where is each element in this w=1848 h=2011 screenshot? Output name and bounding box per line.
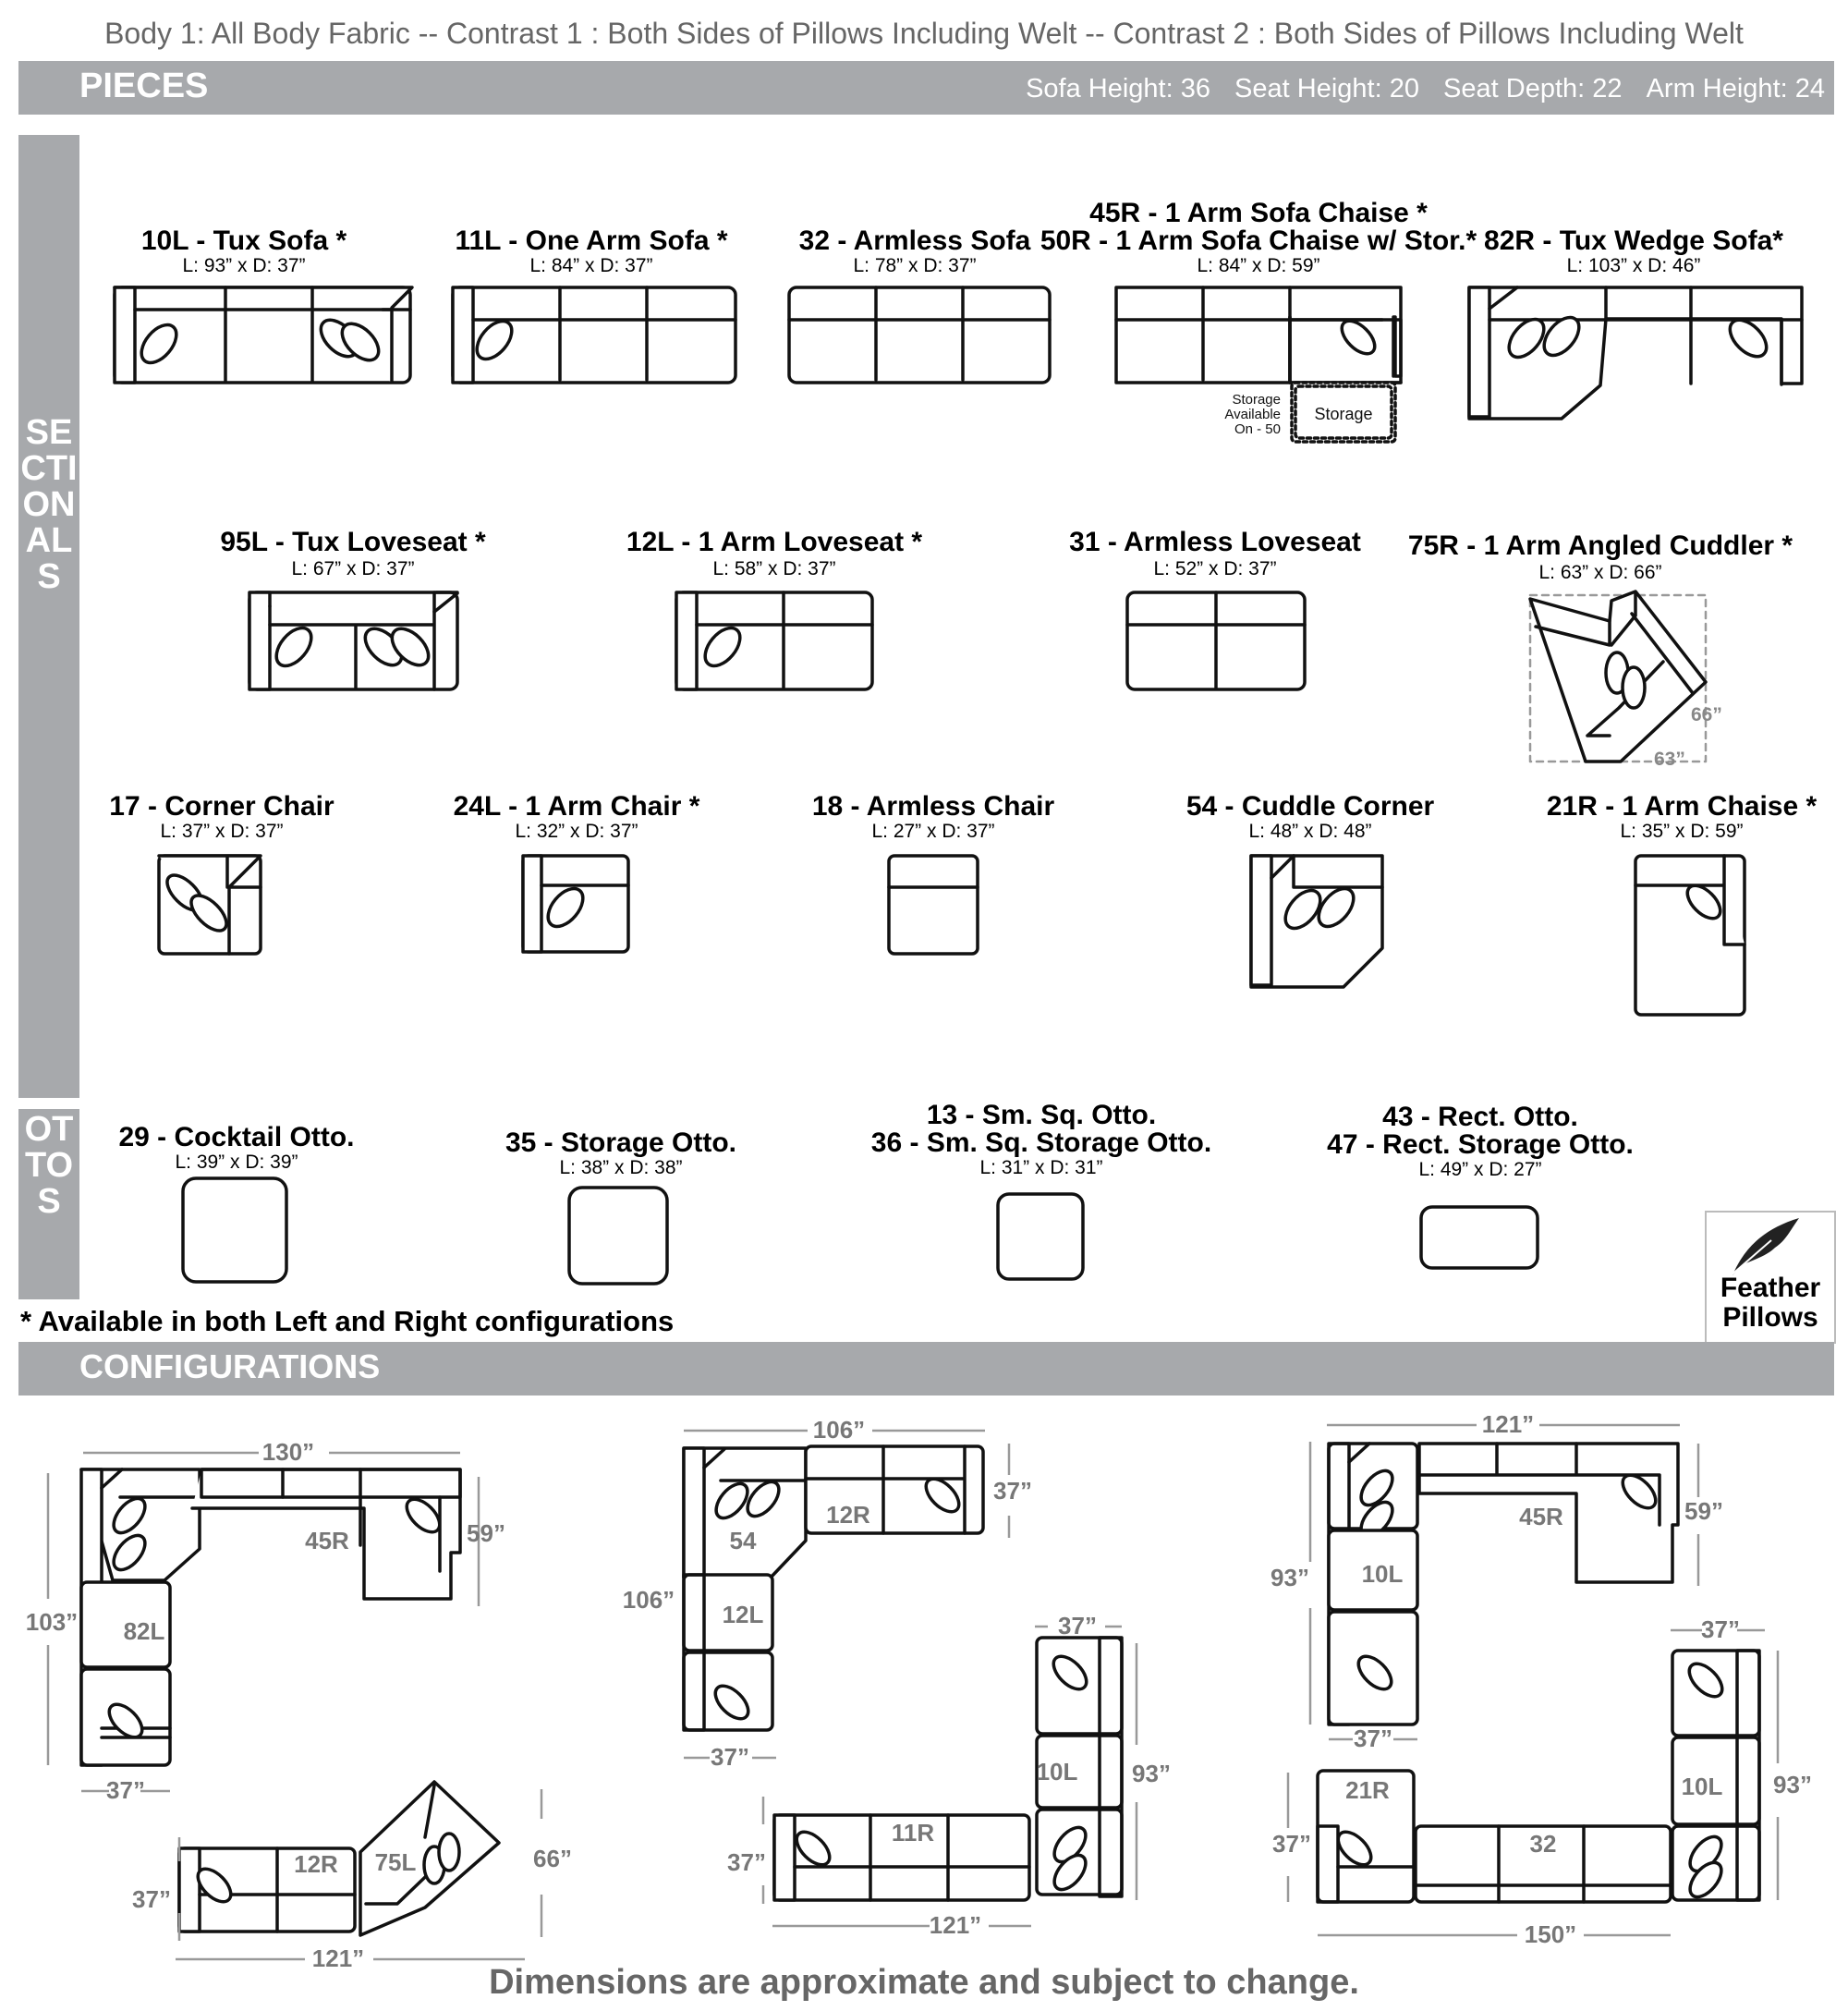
piece-dims: L: 84” x D: 37” — [529, 255, 653, 276]
footer-disclaimer: Dimensions are approximate and subject to change. — [489, 1963, 1359, 2002]
storage-note — [1224, 392, 1281, 437]
cuddle-corner-54-drawing — [1251, 856, 1382, 987]
piece-dims: L: 35” x D: 59” — [1620, 821, 1744, 842]
config1-depth: 37” — [106, 1776, 145, 1804]
spec-arm-height: Arm Height: 24 — [1646, 74, 1825, 104]
storage-note-line3: On - 50 — [1234, 421, 1281, 437]
feather-pillows-badge — [1705, 1211, 1836, 1344]
config1-label-45r: 45R — [305, 1527, 349, 1554]
config1-b-depth: 66” — [533, 1845, 572, 1872]
piece-dims: L: 39” x D: 39” — [175, 1152, 298, 1173]
piece-title: 32 - Armless Sofa — [798, 225, 1031, 256]
config2-label-12r: 12R — [826, 1501, 870, 1529]
sofa-82r-drawing — [1469, 287, 1802, 419]
ottoman-13-drawing — [998, 1194, 1083, 1279]
config1-b-width: 121” — [311, 1944, 365, 1972]
ottoman-29-drawing — [183, 1178, 286, 1282]
loveseat-12l-drawing — [676, 592, 872, 689]
feather-icon — [1707, 1213, 1834, 1277]
config1-width: 130” — [261, 1438, 315, 1466]
piece-title: 54 - Cuddle Corner — [1185, 791, 1435, 822]
piece-title: 43 - Rect. Otto. — [1382, 1102, 1578, 1132]
piece-title: 82R - Tux Wedge Sofa* — [1484, 225, 1783, 256]
piece-dims: L: 67” x D: 37” — [291, 558, 415, 579]
chair-17-drawing — [159, 856, 261, 954]
cuddler-length-label: 63” — [1654, 749, 1685, 770]
piece-title: 95L - Tux Loveseat * — [220, 527, 486, 557]
config3-label-21r: 21R — [1345, 1776, 1390, 1804]
piece-dims: L: 58” x D: 37” — [712, 558, 836, 579]
piece-title: 21R - 1 Arm Chaise * — [1546, 791, 1818, 822]
ottoman-43-drawing — [1421, 1207, 1538, 1268]
config1-label-12r: 12R — [294, 1850, 338, 1878]
configurations-title: CONFIGURATIONS — [79, 1347, 381, 1385]
piece-dims: L: 103” x D: 46” — [1566, 255, 1701, 276]
chaise-21r-drawing — [1635, 856, 1745, 1015]
config3-label-32: 32 — [1529, 1830, 1557, 1858]
piece-title-secondary: 50R - 1 Arm Sofa Chaise w/ Stor.* — [1040, 225, 1477, 256]
piece-title: 31 - Armless Loveseat — [1069, 527, 1361, 557]
loveseat-31-drawing — [1127, 592, 1305, 689]
loveseat-95l-drawing — [249, 592, 457, 689]
cuddler-depth-label: 66” — [1691, 704, 1722, 725]
storage-note-line2: Available — [1224, 407, 1281, 422]
piece-title: 13 - Sm. Sq. Otto. — [926, 1100, 1157, 1130]
piece-title-secondary: 47 - Rect. Storage Otto. — [1327, 1129, 1634, 1160]
piece-title: 11L - One Arm Sofa * — [455, 225, 728, 256]
piece-title: 75R - 1 Arm Angled Cuddler * — [1407, 530, 1793, 561]
piece-title: 45R - 1 Arm Sofa Chaise * — [1089, 198, 1428, 228]
ottos-label: OTTOS — [24, 1110, 74, 1221]
piece-dims: L: 63” x D: 66” — [1538, 562, 1662, 583]
config2-label-12l: 12L — [722, 1601, 764, 1628]
piece-dims: L: 49” x D: 27” — [1418, 1159, 1542, 1180]
config1-chaise-depth: 59” — [467, 1519, 505, 1547]
feather-line2: Pillows — [1722, 1302, 1818, 1333]
config-1-drawing — [81, 1469, 499, 1935]
sectionals-label: SECTIONALS — [20, 413, 78, 596]
cuddler-75r-drawing — [1530, 591, 1706, 762]
storage-note-line1: Storage — [1232, 392, 1281, 408]
fabric-description: Body 1: All Body Fabric -- Contrast 1 : Both Sides of Pillows Including Welt -- Contrast 2 : Both Sides of Pillows Including Welt — [104, 17, 1744, 50]
spec-seat-depth: Seat Depth: 22 — [1443, 74, 1623, 104]
config3-chaise-depth: 59” — [1684, 1497, 1723, 1525]
piece-dims: L: 37” x D: 37” — [160, 821, 284, 842]
config1-b-height: 37” — [132, 1885, 171, 1913]
piece-dims: L: 84” x D: 59” — [1197, 255, 1320, 276]
config2-depth-left: 37” — [711, 1743, 749, 1771]
piece-dims: L: 38” x D: 38” — [559, 1157, 683, 1178]
config3-bottom-width: 150” — [1524, 1920, 1577, 1948]
piece-dims: L: 52” x D: 37” — [1153, 558, 1277, 579]
config1-label-75l: 75L — [374, 1848, 417, 1876]
piece-dims: L: 31” x D: 31” — [979, 1157, 1103, 1178]
config1-label-82l: 82L — [123, 1617, 165, 1645]
piece-dims: L: 48” x D: 48” — [1248, 821, 1372, 842]
config1-height: 103” — [25, 1608, 79, 1636]
feather-line1: Feather — [1720, 1273, 1821, 1303]
config3-label-10l: 10L — [1361, 1560, 1404, 1588]
ottoman-35-drawing — [569, 1188, 667, 1284]
config2-label-54: 54 — [729, 1527, 757, 1554]
sofa-11l-drawing — [453, 287, 736, 383]
piece-title: 24L - 1 Arm Chair * — [453, 791, 700, 822]
spec-sofa-height: Sofa Height: 36 — [1026, 74, 1210, 104]
config2-bottom-height: 37” — [727, 1848, 766, 1876]
config3-depth: 37” — [1354, 1725, 1392, 1752]
config3-right-height: 93” — [1773, 1771, 1812, 1798]
config2-right-height: 93” — [1132, 1760, 1171, 1787]
config3-bottom-height: 37” — [1272, 1830, 1311, 1858]
config2-depth-top: 37” — [993, 1477, 1032, 1505]
config3-label-45r: 45R — [1519, 1503, 1563, 1530]
configurations-header-bar — [18, 1342, 1834, 1396]
piece-title-secondary: 36 - Sm. Sq. Storage Otto. — [870, 1127, 1212, 1158]
piece-title: 18 - Armless Chair — [811, 791, 1055, 822]
storage-box-label: Storage — [1314, 405, 1373, 423]
piece-title: 35 - Storage Otto. — [505, 1127, 737, 1158]
config3-width: 121” — [1481, 1410, 1535, 1438]
config2-height: 106” — [622, 1586, 675, 1614]
piece-dims: L: 78” x D: 37” — [853, 255, 977, 276]
sofa-10l-drawing — [115, 287, 412, 383]
config2-label-10l: 10L — [1036, 1758, 1078, 1786]
chair-24l-drawing — [523, 856, 628, 952]
config2-bottom-width: 121” — [929, 1911, 982, 1939]
piece-dims: L: 93” x D: 37” — [182, 255, 306, 276]
sofa-32-drawing — [789, 287, 1050, 383]
piece-dims: L: 27” x D: 37” — [871, 821, 995, 842]
piece-title: 17 - Corner Chair — [109, 791, 334, 822]
config2-right-width: 37” — [1058, 1612, 1097, 1639]
pieces-title: PIECES — [79, 67, 209, 105]
piece-title: 29 - Cocktail Otto. — [118, 1122, 355, 1152]
piece-dims: L: 32” x D: 37” — [515, 821, 638, 842]
config2-width: 106” — [812, 1416, 866, 1444]
config2-label-11r: 11R — [891, 1819, 935, 1846]
piece-title: 12L - 1 Arm Loveseat * — [626, 527, 923, 557]
chair-18-drawing — [889, 856, 978, 954]
config3-label-10l-right: 10L — [1681, 1773, 1723, 1800]
spec-seat-height: Seat Height: 20 — [1234, 74, 1419, 104]
config3-right-width: 37” — [1701, 1615, 1740, 1643]
availability-note: * Available in both Left and Right configurations — [20, 1305, 675, 1337]
config3-height: 93” — [1270, 1564, 1309, 1591]
piece-title: 10L - Tux Sofa * — [140, 225, 347, 256]
